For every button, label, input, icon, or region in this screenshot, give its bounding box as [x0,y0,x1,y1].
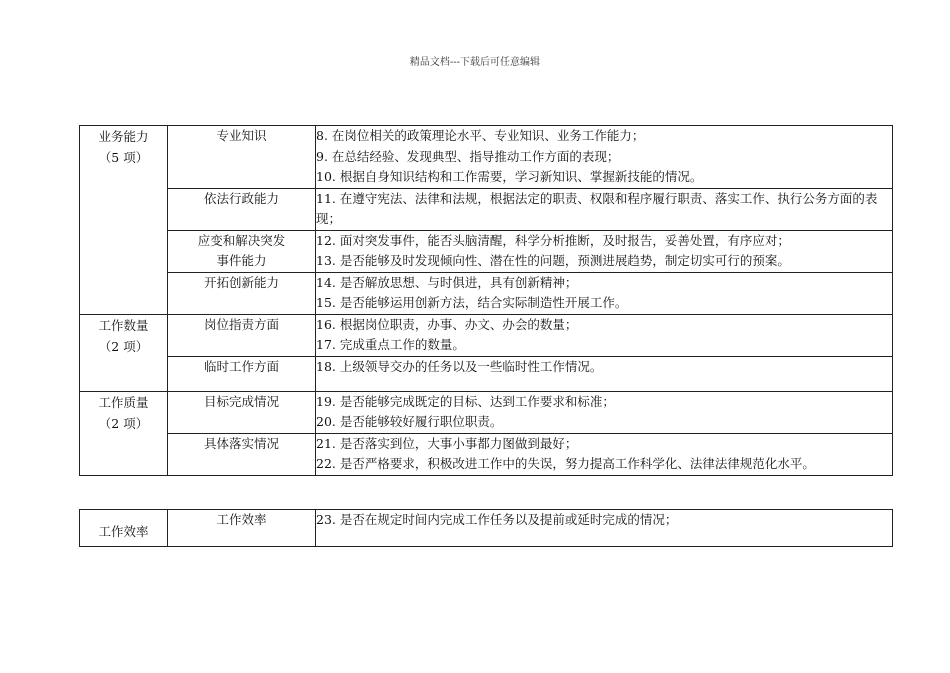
table-row [80,510,893,547]
subcategory-cell [168,510,316,547]
criteria-cell [316,272,893,314]
criteria-cell [316,188,893,230]
criteria-cell [316,314,893,356]
subcategory-label: 应变和解决突发 [197,232,286,248]
criteria-cell [316,126,893,189]
subcategory-label: 临时工作方面 [203,358,279,374]
category-count: （2 项） [98,415,149,431]
category-name: 工作效率 [98,524,149,539]
subcategory-cell [168,433,316,475]
table-row [80,272,893,314]
category-cell [80,510,168,547]
criteria-item: 16. 根据岗位职责，办事、办文、办会的数量； [316,316,578,332]
criteria-cell [316,230,893,272]
criteria-item: 15. 是否能够运用创新方法，结合实际制造性开展工作。 [316,295,628,310]
criteria-cell [316,391,893,433]
category-count: （2 项） [98,338,149,354]
subcategory-label: 岗位指责方面 [203,316,279,332]
subcategory-label: 目标完成情况 [203,393,279,409]
page-header: 精品文档---下载后可任意编辑 [409,57,541,68]
criteria-cell [316,356,893,391]
category-cell [80,314,168,391]
subcategory-label: 专业知识 [216,128,267,143]
criteria-item: 8. 在岗位相关的政策理论水平、专业知识、业务工作能力； [316,128,645,143]
table-row [80,230,893,272]
table-row [80,126,893,189]
subcategory-cell [168,230,316,272]
criteria-cell [316,510,893,547]
subcategory-cell [168,188,316,230]
subcategory-cell [168,356,316,391]
criteria-item: 11. 在遵守宪法、法律和法规，根据法定的职责、权限和程序履行职责、落实工作、执行公务方面的表现； [316,190,878,226]
table-row [80,356,893,391]
criteria-item: 10. 根据自身知识结构和工作需要，学习新知识、掌握新技能的情况。 [316,169,703,184]
subcategory-label: 事件能力 [216,252,267,268]
subcategory-label: 开拓创新能力 [203,274,279,290]
criteria-item: 18. 上级领导交办的任务以及一些临时性工作情况。 [316,358,603,374]
subcategory-cell [168,272,316,314]
table-row [80,433,893,475]
criteria-item: 21. 是否落实到位，大事小事都力图做到最好； [316,435,578,451]
criteria-item: 17. 完成重点工作的数量。 [316,337,465,352]
category-cell [80,126,168,315]
subcategory-cell [168,391,316,433]
criteria-item: 20. 是否能够较好履行职位职责。 [316,414,503,429]
subcategory-cell [168,314,316,356]
category-name: 工作质量 [98,394,149,410]
criteria-item: 12. 面对突发事件，能否头脑清醒，科学分析推断，及时报告，妥善处置，有序应对； [316,232,790,248]
subcategory-label: 依法行政能力 [203,190,279,206]
subcategory-label: 工作效率 [216,512,267,527]
criteria-cell [316,433,893,475]
criteria-item: 13. 是否能够及时发现倾向性、潜在性的问题，预测进展趋势，制定切实可行的预案。 [316,253,790,268]
efficiency-table [79,509,893,547]
table-row [80,391,893,433]
criteria-item: 9. 在总结经验、发现典型、指导推动工作方面的表现； [316,148,620,164]
category-count: （5 项） [98,150,149,165]
criteria-item: 14. 是否解放思想、与时俱进，具有创新精神； [316,274,578,290]
table-row [80,188,893,230]
criteria-item: 22. 是否严格要求，积极改进工作中的失误，努力提高工作科学化、法律法律规范化水平。 [316,456,815,471]
evaluation-table [79,125,893,476]
table-row [80,314,893,356]
category-name: 业务能力 [98,129,149,144]
subcategory-label: 具体落实情况 [203,435,279,451]
criteria-item: 19. 是否能够完成既定的目标、达到工作要求和标准； [316,393,615,409]
category-name: 工作数量 [98,317,149,333]
subcategory-cell [168,126,316,189]
criteria-item: 23. 是否在规定时间内完成工作任务以及提前或延时完成的情况； [316,512,678,527]
category-cell [80,391,168,475]
